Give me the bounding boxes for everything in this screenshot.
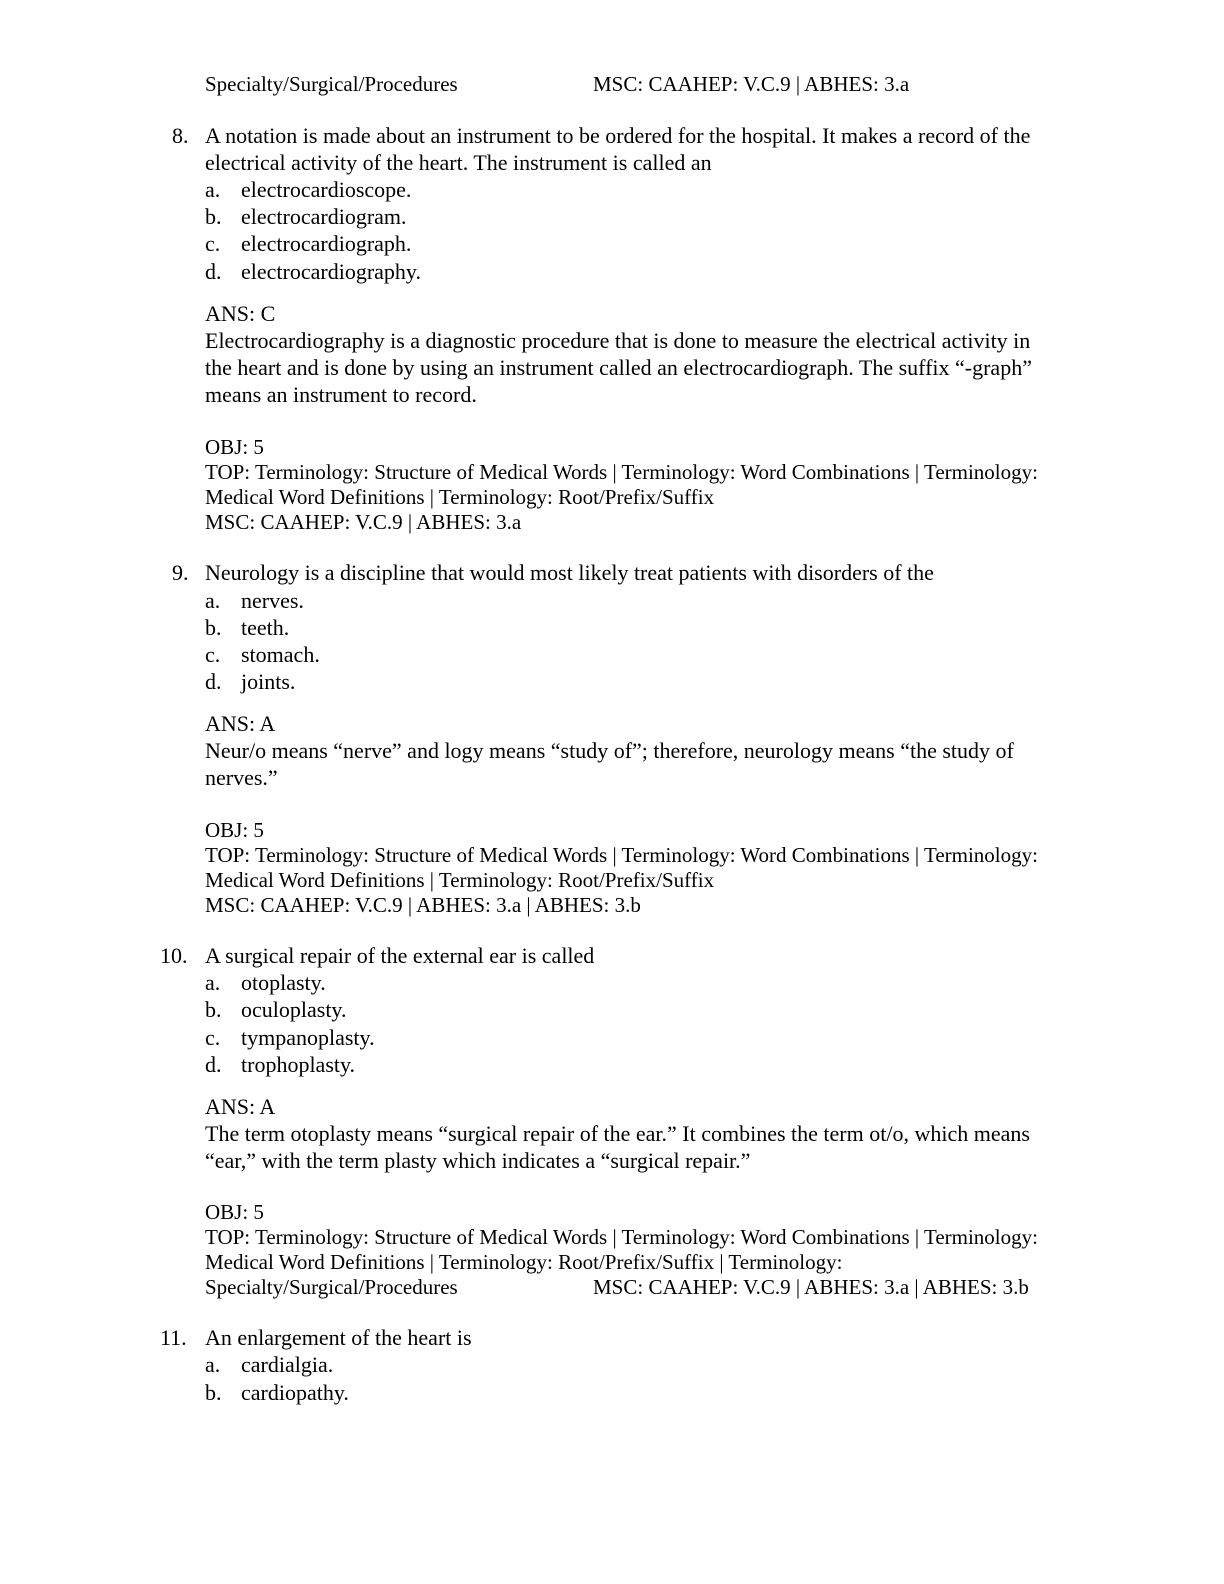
option-letter: b.: [205, 615, 222, 640]
option-text: electrocardiography.: [241, 259, 421, 284]
top-line: TOP: Terminology: Structure of Medical Words | Terminology: Word Combinations | Terminology:: [205, 460, 1038, 484]
option-text: electrocardioscope.: [241, 177, 412, 202]
option-text: teeth.: [241, 615, 290, 640]
rationale-line: Electrocardiography is a diagnostic procedure that is done to measure the electrical activity in: [205, 328, 1031, 353]
option-text: cardialgia.: [241, 1352, 334, 1377]
option-letter: a.: [205, 177, 221, 202]
msc-line: MSC: CAAHEP: V.C.9 | ABHES: 3.a: [205, 510, 522, 534]
question-number: 10.: [160, 943, 188, 968]
option-letter: c.: [205, 231, 221, 256]
option-letter: d.: [205, 259, 222, 284]
option-letter: a.: [205, 588, 221, 613]
question-stem: Neurology is a discipline that would most likely treat patients with disorders of the: [205, 560, 934, 585]
question-stem: electrical activity of the heart. The instrument is called an: [205, 150, 712, 175]
option-letter: b.: [205, 1380, 222, 1405]
rationale-line: The term otoplasty means “surgical repair of the ear.” It combines the term ot/o, which means: [205, 1121, 1030, 1146]
question-number: 8.: [172, 123, 189, 148]
answer-line: ANS: C: [205, 301, 276, 326]
top-line: Medical Word Definitions | Terminology: Root/Prefix/Suffix | Terminology:: [205, 1250, 843, 1274]
option-text: stomach.: [241, 642, 320, 667]
top-line: TOP: Terminology: Structure of Medical Words | Terminology: Word Combinations | Terminology:: [205, 1225, 1038, 1249]
option-text: oculoplasty.: [241, 997, 347, 1022]
option-text: nerves.: [241, 588, 304, 613]
obj-line: OBJ: 5: [205, 435, 264, 459]
top-line: TOP: Terminology: Structure of Medical Words | Terminology: Word Combinations | Terminology:: [205, 843, 1038, 867]
specialty-line: Specialty/Surgical/Procedures: [205, 72, 458, 96]
question-number: 11.: [160, 1325, 187, 1350]
option-text: joints.: [241, 669, 296, 694]
question-stem: A surgical repair of the external ear is called: [205, 943, 595, 968]
question-stem: An enlargement of the heart is: [205, 1325, 472, 1350]
obj-line: OBJ: 5: [205, 1200, 264, 1224]
option-text: electrocardiograph.: [241, 231, 412, 256]
msc-line: MSC: CAAHEP: V.C.9 | ABHES: 3.a | ABHES: 3.b: [593, 1275, 1029, 1299]
option-letter: d.: [205, 669, 222, 694]
option-text: tympanoplasty.: [241, 1025, 375, 1050]
option-text: cardiopathy.: [241, 1380, 349, 1405]
option-text: electrocardiogram.: [241, 204, 407, 229]
specialty-line: Specialty/Surgical/Procedures: [205, 1275, 458, 1299]
answer-line: ANS: A: [205, 1094, 276, 1119]
rationale-line: means an instrument to record.: [205, 382, 477, 407]
rationale-line: the heart and is done by using an instrument called an electrocardiograph. The suffix “-graph”: [205, 355, 1032, 380]
question-number: 9.: [172, 560, 189, 585]
answer-line: ANS: A: [205, 711, 276, 736]
top-line: Medical Word Definitions | Terminology: Root/Prefix/Suffix: [205, 485, 715, 509]
option-letter: b.: [205, 204, 222, 229]
option-letter: a.: [205, 970, 221, 995]
question-stem: A notation is made about an instrument to be ordered for the hospital. It makes a record of the: [205, 123, 1031, 148]
obj-line: OBJ: 5: [205, 818, 264, 842]
option-text: otoplasty.: [241, 970, 326, 995]
option-letter: c.: [205, 642, 221, 667]
option-letter: b.: [205, 997, 222, 1022]
option-letter: d.: [205, 1052, 222, 1077]
option-letter: a.: [205, 1352, 221, 1377]
option-letter: c.: [205, 1025, 221, 1050]
rationale-line: nerves.”: [205, 765, 278, 790]
msc-line: MSC: CAAHEP: V.C.9 | ABHES: 3.a | ABHES: 3.b: [205, 893, 641, 917]
rationale-line: “ear,” with the term plasty which indicates a “surgical repair.”: [205, 1148, 751, 1173]
top-line: Medical Word Definitions | Terminology: Root/Prefix/Suffix: [205, 868, 715, 892]
option-text: trophoplasty.: [241, 1052, 356, 1077]
msc-line: MSC: CAAHEP: V.C.9 | ABHES: 3.a: [593, 72, 910, 96]
rationale-line: Neur/o means “nerve” and logy means “study of”; therefore, neurology means “the study of: [205, 738, 1014, 763]
